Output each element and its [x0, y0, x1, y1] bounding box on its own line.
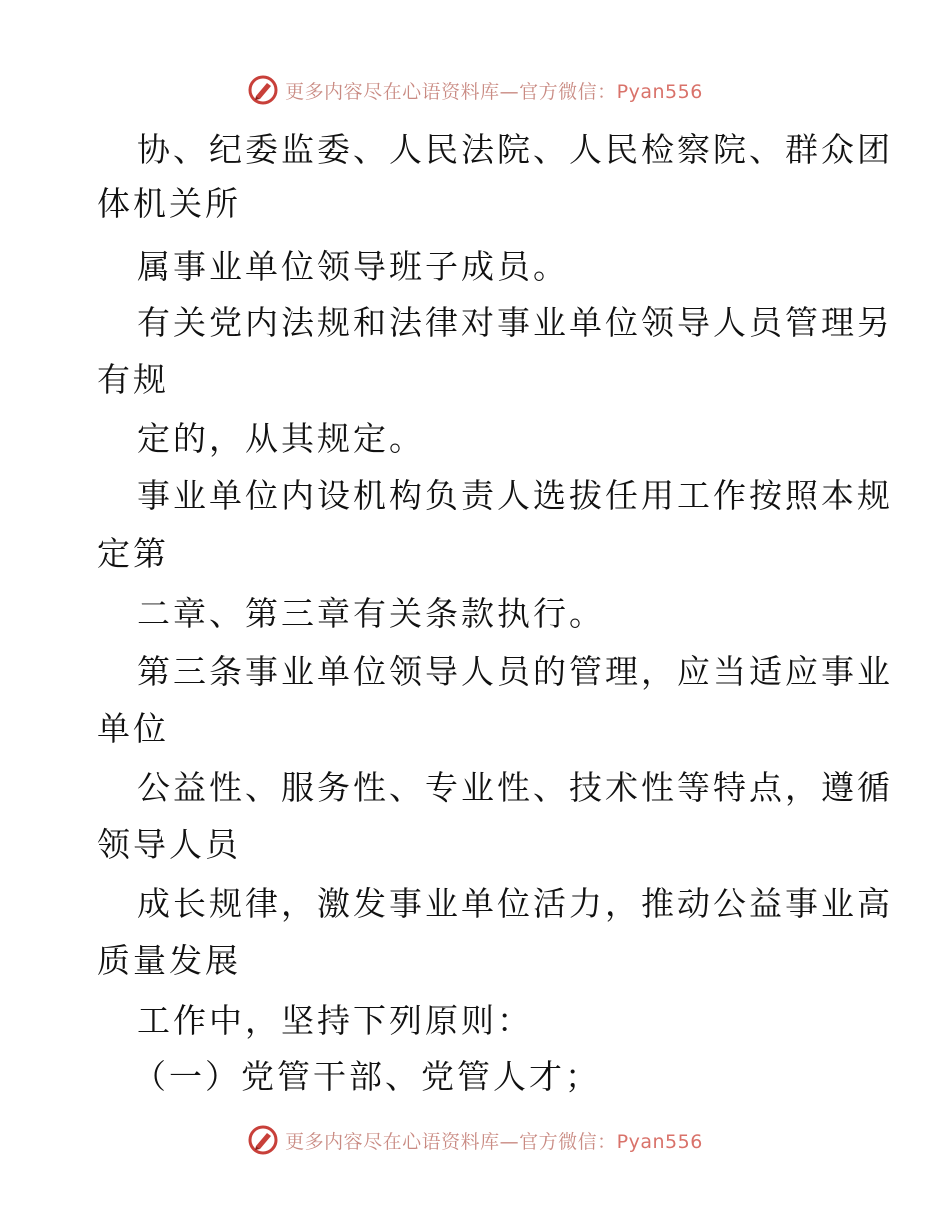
- paragraph-line: （一）党管干部、党管人才；: [133, 1057, 601, 1096]
- paragraph-line: 成长规律，激发事业单位活力，推动公益事业高: [137, 884, 893, 923]
- watermark-text: 更多内容尽在心语资料库—官方微信：Pyan556: [285, 1130, 703, 1153]
- paragraph-line: 第三条事业单位领导人员的管理，应当适应事业: [137, 652, 893, 691]
- footer-watermark: [0, 1120, 950, 1160]
- pen-logo-icon: [247, 1124, 279, 1156]
- paragraph-line: 定第: [97, 534, 169, 573]
- paragraph-line: 定的，从其规定。: [137, 419, 425, 458]
- paragraph-line: 体机关所: [97, 184, 241, 223]
- paragraph-line: 工作中，坚持下列原则：: [137, 1001, 533, 1040]
- paragraph-line: 属事业单位领导班子成员。: [137, 247, 569, 286]
- pen-logo-icon: [247, 74, 279, 106]
- paragraph-line: 事业单位内设机构负责人选拔任用工作按照本规: [137, 476, 893, 515]
- paragraph-line: 协、纪委监委、人民法院、人民检察院、群众团: [137, 130, 893, 169]
- paragraph-line: 有规: [97, 360, 169, 399]
- header-watermark: [0, 70, 950, 110]
- paragraph-line: 质量发展: [97, 941, 241, 980]
- paragraph-line: 公益性、服务性、专业性、技术性等特点，遵循: [137, 768, 893, 807]
- paragraph-line: 单位: [97, 709, 169, 748]
- paragraph-line: 领导人员: [97, 825, 241, 864]
- paragraph-line: 二章、第三章有关条款执行。: [137, 594, 605, 633]
- watermark-text: 更多内容尽在心语资料库—官方微信：Pyan556: [285, 80, 703, 103]
- paragraph-line: 有关党内法规和法律对事业单位领导人员管理另: [137, 303, 893, 342]
